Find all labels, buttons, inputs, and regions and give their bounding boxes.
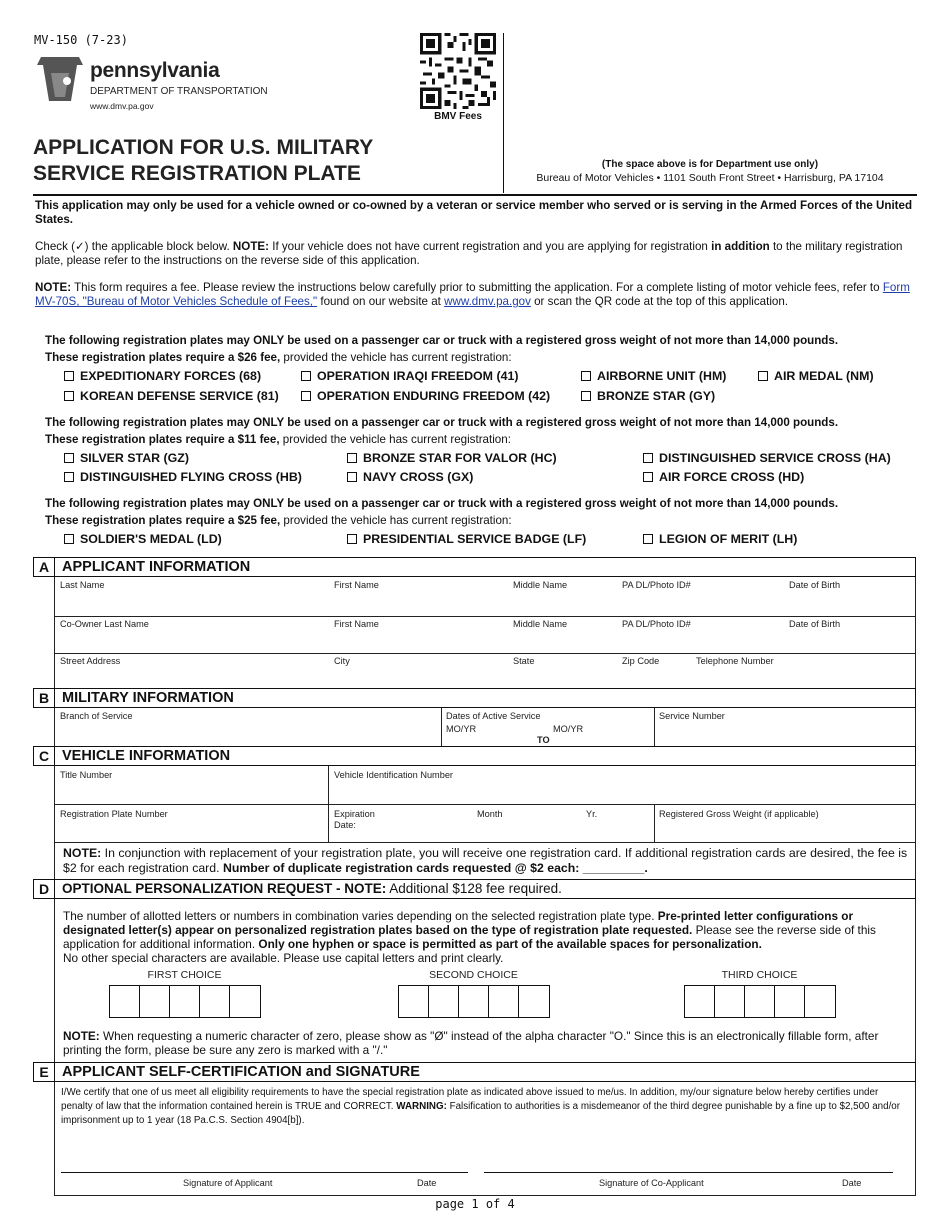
option-label: DISTINGUISHED SERVICE CROSS (HA) (659, 451, 891, 465)
section-title: APPLICANT INFORMATION (62, 559, 251, 575)
third-choice-boxes[interactable] (684, 985, 836, 1018)
applicant-signature-line[interactable] (61, 1172, 468, 1173)
section-letter: A (34, 558, 55, 576)
date-label: Date (842, 1178, 862, 1188)
fee-note-b: found on our website at (317, 295, 445, 308)
zero-character-note (63, 1029, 909, 1057)
checkbox[interactable] (64, 371, 74, 381)
option-silver-star[interactable] (64, 451, 189, 465)
section-b-header (33, 688, 916, 708)
option-label: LEGION OF MERIT (LH) (659, 532, 798, 546)
state-label: State (513, 656, 535, 666)
checkbox[interactable] (347, 534, 357, 544)
checkbox[interactable] (64, 472, 74, 482)
city-label: City (334, 656, 350, 666)
to-label: TO (537, 735, 550, 745)
section-title (62, 880, 562, 898)
option-airborne-unit[interactable] (581, 369, 726, 383)
checkbox[interactable] (301, 371, 311, 381)
third-choice-label: THIRD CHOICE (721, 969, 798, 981)
telephone-label: Telephone Number (696, 656, 774, 666)
divider (54, 616, 916, 617)
option-expeditionary-forces[interactable] (64, 369, 261, 383)
section-letter: C (34, 747, 55, 765)
eligibility-text: This application may only be used for a vehicle owned or co-owned by a veteran or service member who served or is serving in the Armed Forces of the United States. (35, 199, 913, 226)
option-label: SILVER STAR (GZ) (80, 451, 189, 465)
divider (654, 708, 655, 746)
pa-dl-label: PA DL/Photo ID# (622, 580, 691, 590)
department-use-note: (The space above is for Department use only) (601, 159, 819, 170)
form-title-line1: APPLICATION FOR U.S. MILITARY (33, 136, 374, 159)
section-title: MILITARY INFORMATION (62, 690, 234, 706)
header-rule (33, 194, 917, 196)
para-e: No other special characters are available. Please use capital letters and print clearly. (63, 951, 504, 965)
group2-fee-bold: These registration plates require a $11 fee, (45, 433, 280, 446)
section-letter: B (34, 689, 55, 707)
group1-weight-note: The following registration plates may ONLY be used on a passenger car or truck with a registered gross weight of not more than 14,000 pounds. (45, 334, 839, 347)
expiration-date-label: Date: (334, 820, 356, 830)
last-name-label: Last Name (60, 580, 105, 590)
option-label: EXPEDITIONARY FORCES (68) (80, 369, 262, 383)
group3-fee-bold: These registration plates require a $25 fee, (45, 514, 281, 527)
section-c-header (33, 746, 916, 766)
second-choice-boxes[interactable] (398, 985, 550, 1018)
divider (54, 653, 916, 654)
fee-note-label: NOTE: (35, 281, 72, 294)
fee-note (35, 281, 915, 309)
option-label: DISTINGUISHED FLYING CROSS (HB) (80, 470, 302, 484)
qr-label: BMV Fees (434, 111, 482, 122)
checkbox[interactable] (347, 453, 357, 463)
section-letter: E (34, 1063, 55, 1081)
middle-name-label: Middle Name (513, 580, 568, 590)
title-fee: Additional $128 fee required. (386, 881, 562, 896)
option-operation-iraqi-freedom[interactable] (301, 369, 518, 383)
divider (54, 804, 916, 805)
title-bold: OPTIONAL PERSONALIZATION REQUEST (62, 881, 333, 896)
plate-number-label: Registration Plate Number (60, 809, 168, 819)
expiration-label: Expiration (334, 809, 375, 819)
from-moyr-label: MO/YR (446, 724, 477, 734)
vin-label: Vehicle Identification Number (334, 770, 453, 780)
option-operation-enduring-freedom[interactable] (301, 389, 550, 403)
checkbox[interactable] (643, 453, 653, 463)
first-name-label: First Name (334, 580, 379, 590)
co-owner-pa-dl-label: PA DL/Photo ID# (622, 619, 691, 629)
option-korean-defense-service[interactable] (64, 389, 279, 403)
option-label: AIR FORCE CROSS (HD) (659, 470, 805, 484)
cert-a: I/We certify that one of us meet all eligibility requirements to have the special registration plate as indicated above issued to me/us. In addition, my/our signature below hereby certifies under penalty of law that the information contained herein is TRUE and CORRECT. (61, 1087, 879, 1112)
note-label: NOTE: (63, 1029, 100, 1043)
para-a: The number of allotted letters or numbers in combination varies depending on the selected registration plate type. (63, 909, 658, 923)
group1-fee-bold: These registration plates require a $26 fee, (45, 351, 281, 364)
option-air-medal[interactable] (758, 369, 874, 383)
option-bronze-star[interactable] (581, 389, 715, 403)
checkbox[interactable] (64, 453, 74, 463)
note-label: NOTE: (232, 240, 269, 253)
checkbox[interactable] (643, 534, 653, 544)
group2-weight-note: The following registration plates may ONLY be used on a passenger car or truck with a registered gross weight of not more than 14,000 pounds. (45, 416, 839, 429)
title-number-label: Title Number (60, 770, 113, 780)
para-b: Pre-printed letter configurations or designated letter(s) appear on personalized registration plates based on the type of registration plate requested. (63, 909, 854, 937)
group1-fee-rest: provided the vehicle has current registration: (280, 351, 512, 364)
personalization-instructions (63, 909, 909, 965)
section-title: VEHICLE INFORMATION (62, 748, 231, 764)
section-a-header (33, 557, 916, 577)
dates-active-service-label: Dates of Active Service (446, 711, 541, 721)
option-label: AIR MEDAL (NM) (774, 369, 874, 383)
month-label: Month (477, 809, 503, 819)
form-bottom-border (54, 1195, 916, 1196)
group3-fee-rest: provided the vehicle has current registration: (280, 514, 512, 527)
section-letter: D (34, 880, 55, 898)
checkmark-icon: ✓ (74, 240, 85, 253)
coapplicant-signature-line[interactable] (484, 1172, 893, 1173)
form-id: MV-150 (7-23) (34, 33, 128, 47)
duplicate-cards-field[interactable]: Number of duplicate registration cards requested @ $2 each: _________. (222, 861, 648, 875)
check-b: ) the applicable block below. (84, 240, 230, 253)
note-label: NOTE: (63, 846, 102, 860)
check-instructions (35, 240, 915, 268)
co-owner-middle-name-label: Middle Name (513, 619, 568, 629)
date-label: Date (417, 1178, 437, 1188)
divider (54, 842, 916, 843)
option-navy-cross[interactable] (347, 470, 473, 484)
bureau-address: Bureau of Motor Vehicles • 1101 South Front Street • Harrisburg, PA 17104 (536, 172, 884, 184)
para-d: Only one hyphen or space is permitted as part of the available spaces for personalization. (258, 937, 762, 951)
first-choice-label: FIRST CHOICE (147, 969, 222, 981)
checkbox[interactable] (643, 472, 653, 482)
fee-schedule-link[interactable]: Form MV-70S, "Bureau of Motor Vehicles Schedule of Fees," (35, 281, 910, 308)
checkbox[interactable] (347, 472, 357, 482)
check-a: Check ( (35, 240, 75, 253)
co-owner-dob-label: Date of Birth (789, 619, 841, 629)
title-note: - NOTE: (332, 881, 387, 896)
date-of-birth-label: Date of Birth (789, 580, 841, 590)
street-address-label: Street Address (60, 656, 121, 666)
option-label: NAVY CROSS (GX) (363, 470, 474, 484)
option-bronze-star-valor[interactable] (347, 451, 557, 465)
signature-coapplicant-label: Signature of Co-Applicant (599, 1178, 704, 1188)
checkbox[interactable] (64, 534, 74, 544)
fee-note-a: This form requires a fee. Please review the instructions below carefully prior to submitting the application. For a complete listing of motor vehicle fees, refer to (71, 281, 883, 294)
option-distinguished-service-cross[interactable] (643, 451, 891, 465)
cert-b: Falsification to authorities is a misdemeanor of the third degree punishable by a fine up to $2,500 and/or imprisonment up to 1 year (18 Pa.C.S. Section 4904[b]). (61, 1101, 901, 1126)
website: www.dmv.pa.gov (90, 101, 154, 111)
form-title-line2: SERVICE REGISTRATION PLATE (33, 162, 361, 185)
fee-note-c: or scan the QR code at the top of this application. (530, 295, 789, 308)
option-label: OPERATION ENDURING FREEDOM (42) (317, 389, 551, 403)
zip-code-label: Zip Code (622, 656, 660, 666)
option-label: BRONZE STAR (GY) (597, 389, 716, 403)
qr-code[interactable] (420, 33, 496, 109)
para-c: Please see the reverse side of this application for additional information. (63, 923, 876, 951)
option-soldiers-medal[interactable] (64, 532, 222, 546)
check-c: If your vehicle does not have current registration and you are applying for registration (269, 240, 708, 253)
option-label: KOREAN DEFENSE SERVICE (81) (80, 389, 279, 403)
divider (654, 804, 655, 842)
to-moyr-label: MO/YR (553, 724, 584, 734)
form-title (33, 135, 373, 187)
second-choice-label: SECOND CHOICE (429, 969, 518, 981)
group1-fee (45, 351, 512, 365)
group3-weight-note: The following registration plates may ONLY be used on a passenger car or truck with a registered gross weight of not more than 14,000 pounds. (45, 497, 839, 510)
note-text: When requesting a numeric character of zero, please show as "Ø" instead of the alpha character "O." Since this is an electronically fillable form, after printing the form, please be sure any zero is marked with a "/." (63, 1029, 879, 1057)
option-label: PRESIDENTIAL SERVICE BADGE (LF) (363, 532, 587, 546)
option-presidential-service-badge[interactable] (347, 532, 586, 546)
department-name: DEPARTMENT OF TRANSPORTATION (90, 86, 268, 97)
branch-of-service-label: Branch of Service (60, 711, 133, 721)
section-title: APPLICANT SELF-CERTIFICATION and SIGNATURE (62, 1064, 420, 1080)
in-addition: in addition (711, 240, 770, 253)
option-air-force-cross[interactable] (643, 470, 804, 484)
keystone-logo (35, 55, 85, 103)
option-legion-of-merit[interactable] (643, 532, 797, 546)
option-label: AIRBORNE UNIT (HM) (597, 369, 727, 383)
checkbox[interactable] (758, 371, 768, 381)
option-label: OPERATION IRAQI FREEDOM (41) (317, 369, 519, 383)
logo-text: pennsylvania (90, 59, 220, 82)
co-owner-last-name-label: Co-Owner Last Name (60, 619, 149, 629)
section-e-header (33, 1062, 916, 1082)
option-label: SOLDIER'S MEDAL (LD) (80, 532, 222, 546)
dmv-website-link[interactable]: www.dmv.pa.gov (444, 295, 531, 308)
checkbox[interactable] (581, 371, 591, 381)
group2-fee (45, 433, 511, 447)
checkbox[interactable] (581, 391, 591, 401)
section-d-header (33, 879, 916, 899)
year-label: Yr. (586, 809, 598, 819)
signature-applicant-label: Signature of Applicant (183, 1178, 273, 1188)
co-owner-first-name-label: First Name (334, 619, 379, 629)
page-number: page 1 of 4 (435, 1197, 515, 1211)
note-text: In conjunction with replacement of your registration plate, you will receive one registration card. If additional registration cards are desired, the fee is $2 for each registration card. (63, 846, 908, 875)
option-distinguished-flying-cross[interactable] (64, 470, 302, 484)
group2-fee-rest: provided the vehicle has current registration: (279, 433, 511, 446)
header-divider (503, 33, 504, 193)
gross-weight-label: Registered Gross Weight (if applicable) (659, 809, 819, 819)
service-number-label: Service Number (659, 711, 725, 721)
certification-text (61, 1086, 909, 1128)
checkbox[interactable] (64, 391, 74, 401)
check-d: to the military registration plate, please refer to the instructions on the reverse side of this application. (35, 240, 903, 267)
checkbox[interactable] (301, 391, 311, 401)
warning-label: WARNING: (396, 1101, 447, 1112)
option-label: BRONZE STAR FOR VALOR (HC) (363, 451, 557, 465)
first-choice-boxes[interactable] (109, 985, 261, 1018)
registration-card-note (63, 846, 909, 876)
divider (441, 708, 442, 746)
group3-fee (45, 514, 512, 528)
